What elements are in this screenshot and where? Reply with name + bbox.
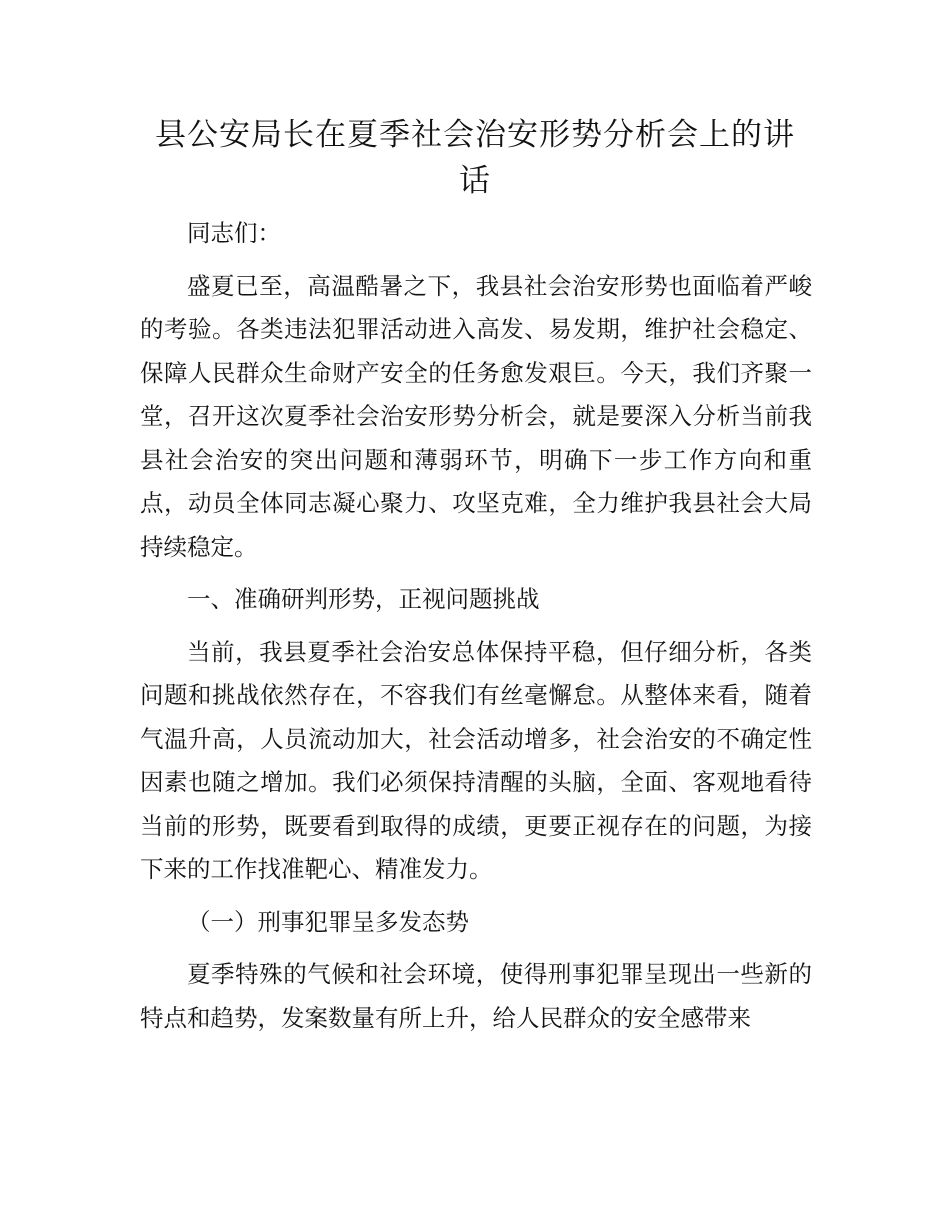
paragraph-criminal-trend: 夏季特殊的气候和社会环境，使得刑事犯罪呈现出一些新的特点和趋势，发案数量有所上升，给人民群众的安全感带来: [140, 960, 812, 1032]
paragraph-opening: 盛夏已至，高温酷暑之下，我县社会治安形势也面临着严峻的考验。各类违法犯罪活动进入高发、易发期，维护社会稳定、保障人民群众生命财产安全的任务愈发艰巨。今天，我们齐聚一堂，召开这次夏季社会治安形势分析会，就是要深入分析当前我县社会治安的突出问题和薄弱环节，明确下一步工作方向和重点，动员全体同志凝心聚力、攻坚克难，全力维护我县社会大局持续稳定。: [140, 271, 812, 561]
document-body: [140, 212, 812, 1040]
paragraph-situation: 当前，我县夏季社会治安总体保持平稳，但仔细分析，各类问题和挑战依然存在，不容我们有丝毫懈怠。从整体来看，随着气温升高，人员流动加大，社会活动增多，社会治安的不确定性因素也随之增加。我们必须保持清醒的头脑，全面、客观地看待当前的形势，既要看到取得的成绩，更要正视存在的问题，为接下来的工作找准靶心、精准发力。: [140, 637, 812, 883]
salutation: 同志们：: [187, 219, 281, 247]
subsection-heading-1: （一）刑事犯罪呈多发态势: [187, 907, 469, 936]
section-heading-1: 一、准确研判形势，正视问题挑战: [187, 585, 540, 613]
document-title: 县公安局长在夏季社会治安形势分析会上的讲话: [155, 117, 795, 199]
